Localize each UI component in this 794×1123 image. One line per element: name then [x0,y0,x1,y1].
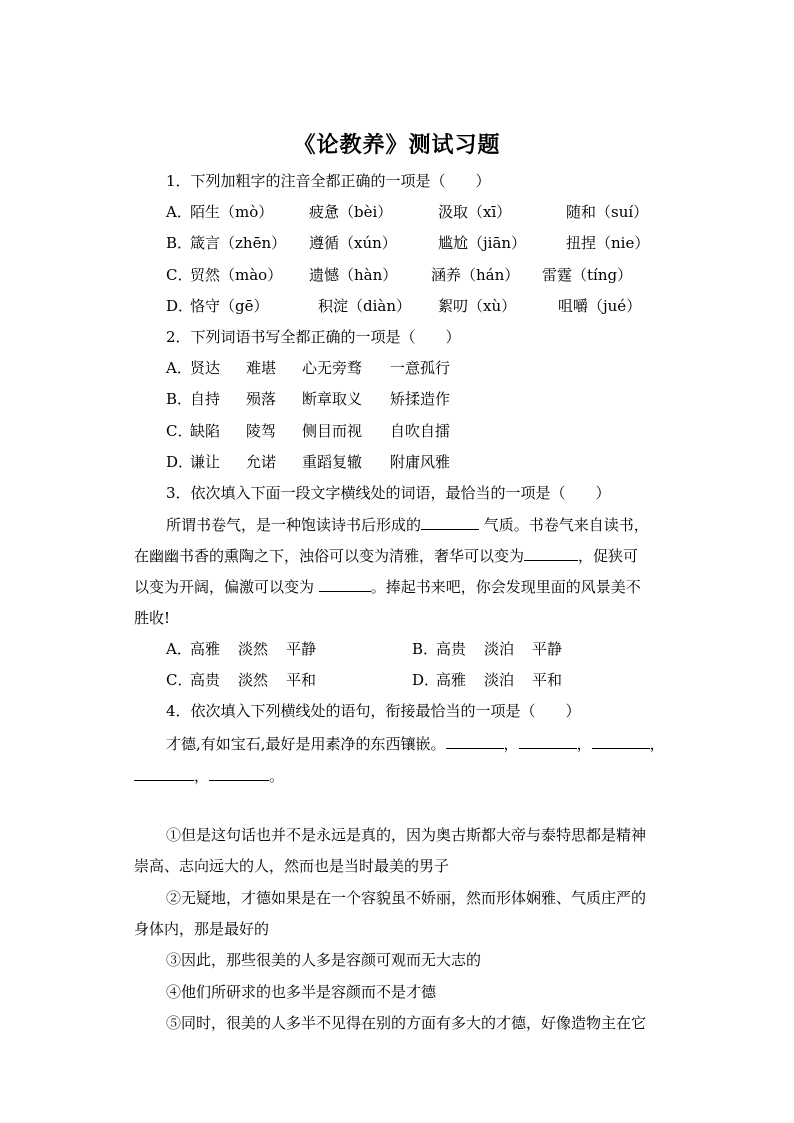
option-item: 积淀（diàn） [318,297,412,315]
option-item: 雷霆（tíng） [542,266,633,284]
option-label: C． [166,671,193,689]
fill-blank [209,766,269,781]
q2-stem: 2．下列词语书写全都正确的一项是（ ） [166,328,461,346]
option-item: 心无旁骛 [302,359,363,377]
q3-passage-line-4: 胜收! [134,609,171,627]
option-item: 汲取（xī） [438,203,512,221]
option-label: A． [166,203,192,221]
q1-option-c [166,265,686,285]
q4-sentence-5: ⑤同时，很美的人多半不见得在别的方面有多大的才德，好像造物主在它 [166,1014,647,1032]
q1-option-a [166,202,686,222]
option-label: C． [166,266,193,284]
option-item: 重蹈复辙 [302,453,363,471]
fill-blank [421,515,479,530]
punctuation: 。 [269,767,285,785]
q4-lead-line [166,734,665,754]
fill-blank [524,546,578,561]
q2-option-b [166,389,586,409]
q3-options-row-2 [166,670,586,690]
option-label: B． [166,390,193,408]
punctuation: ， [649,735,665,753]
q1-option-b [166,233,686,253]
option-item: 尴尬（jiān） [438,234,527,252]
fill-blank [319,577,371,592]
q3-stem: 3．依次填入下面一段文字横线处的词语，最恰当的一项是（ ） [166,484,611,502]
passage-text: 以变为开阔，偏激可以变为 [134,578,319,596]
option-item: 淡然 [238,640,269,658]
option-item: 高雅 [190,640,221,658]
q1-stem: 1．下列加粗字的注音全都正确的一项是（ ） [166,172,491,190]
option-item: 高雅 [436,671,467,689]
q3-passage-line-2 [134,546,638,566]
option-item: 自持 [190,390,221,408]
q2-option-a [166,358,586,378]
q4-sentence-3: ③因此，那些很美的人多是容颜可观而无大志的 [166,951,482,969]
option-item: 允诺 [246,453,277,471]
page-title: 《论教养》测试习题 [293,132,501,158]
q4-sentence-4: ④他们所研求的也多半是容颜而不是才德 [166,983,437,1001]
option-item: 贤达 [190,359,221,377]
option-label: A． [166,359,192,377]
q4-stem: 4．依次填入下列横线处的语句，衔接最恰当的一项是（ ） [166,702,581,720]
option-item: 平静 [532,640,563,658]
punctuation: ， [576,735,592,753]
fill-blank [519,734,577,749]
option-label: C． [166,422,193,440]
option-item: 恪守（gē） [190,297,269,315]
option-item: 淡泊 [484,671,515,689]
q4-sentence-1b: 崇高、志向远大的人，然而也是当时最美的男子 [134,857,450,875]
option-label: D． [412,671,440,689]
q3-passage-line-1 [166,515,649,535]
option-item: 自吹自擂 [390,422,451,440]
option-label: B． [412,640,439,658]
option-label: A． [166,640,192,658]
passage-text: ，促狭可 [578,547,639,565]
option-item: 遵循（xún） [309,234,397,252]
option-item: 高贵 [190,671,221,689]
option-item: 缺陷 [190,422,221,440]
option-item: 难堪 [246,359,277,377]
option-label: D． [166,453,194,471]
option-item: 高贵 [436,640,467,658]
option-item: 絮叨（xù） [438,297,517,315]
punctuation: ， [503,735,519,753]
option-item: 谦让 [190,453,221,471]
passage-text: 所谓书卷气，是一种饱读诗书后形成的 [166,516,422,534]
fill-blank [446,734,504,749]
q4-blank-line-2 [134,766,284,786]
option-item: 扭捏（nie） [566,234,650,252]
passage-text: 气质。书卷气来自读书， [479,516,649,534]
q4-sentence-2a: ②无疑地，才德如果是在一个容貌虽不娇丽，然而形体娴雅、气质庄严的 [166,889,647,907]
option-item: 矫揉造作 [390,390,451,408]
q2-option-c [166,421,586,441]
q4-sentence-2b: 身体内，那是最好的 [134,920,270,938]
option-item: 一意孤行 [390,359,451,377]
option-item: 平和 [532,671,563,689]
option-item: 殒落 [246,390,277,408]
option-label: D． [166,297,194,315]
q1-option-d [166,296,686,316]
option-item: 咀嚼（jué） [558,297,642,315]
passage-text: 在幽幽书香的熏陶之下，浊俗可以变为清雅，奢华可以变为 [134,547,525,565]
option-item: 涵养（hán） [431,266,520,284]
option-item: 陵驾 [246,422,277,440]
option-item: 侧目而视 [302,422,363,440]
q3-passage-line-3 [134,577,641,597]
q2-option-d [166,452,586,472]
option-item: 箴言（zhēn） [190,234,287,252]
passage-text: 才德,有如宝石,最好是用素净的东西镶嵌。 [166,735,446,753]
option-item: 陌生（mò） [190,203,274,221]
option-item: 平静 [286,640,317,658]
option-item: 疲惫（bèi） [309,203,393,221]
option-item: 随和（suí） [566,203,649,221]
option-item: 遗憾（hàn） [309,266,398,284]
option-item: 平和 [286,671,317,689]
option-item: 淡泊 [484,640,515,658]
punctuation: ， [194,767,210,785]
option-item: 断章取义 [302,390,363,408]
q4-sentence-1a: ①但是这句话也并不是永远是真的，因为奥古斯都大帝与泰特思都是精神 [166,826,647,844]
passage-text: 。捧起书来吧，你会发现里面的风景美不 [370,578,641,596]
option-item: 贸然（mào） [190,266,283,284]
fill-blank [592,734,650,749]
fill-blank [134,766,194,781]
q3-options-row-1 [166,639,586,659]
option-item: 附庸风雅 [390,453,451,471]
option-label: B． [166,234,193,252]
option-item: 淡然 [238,671,269,689]
